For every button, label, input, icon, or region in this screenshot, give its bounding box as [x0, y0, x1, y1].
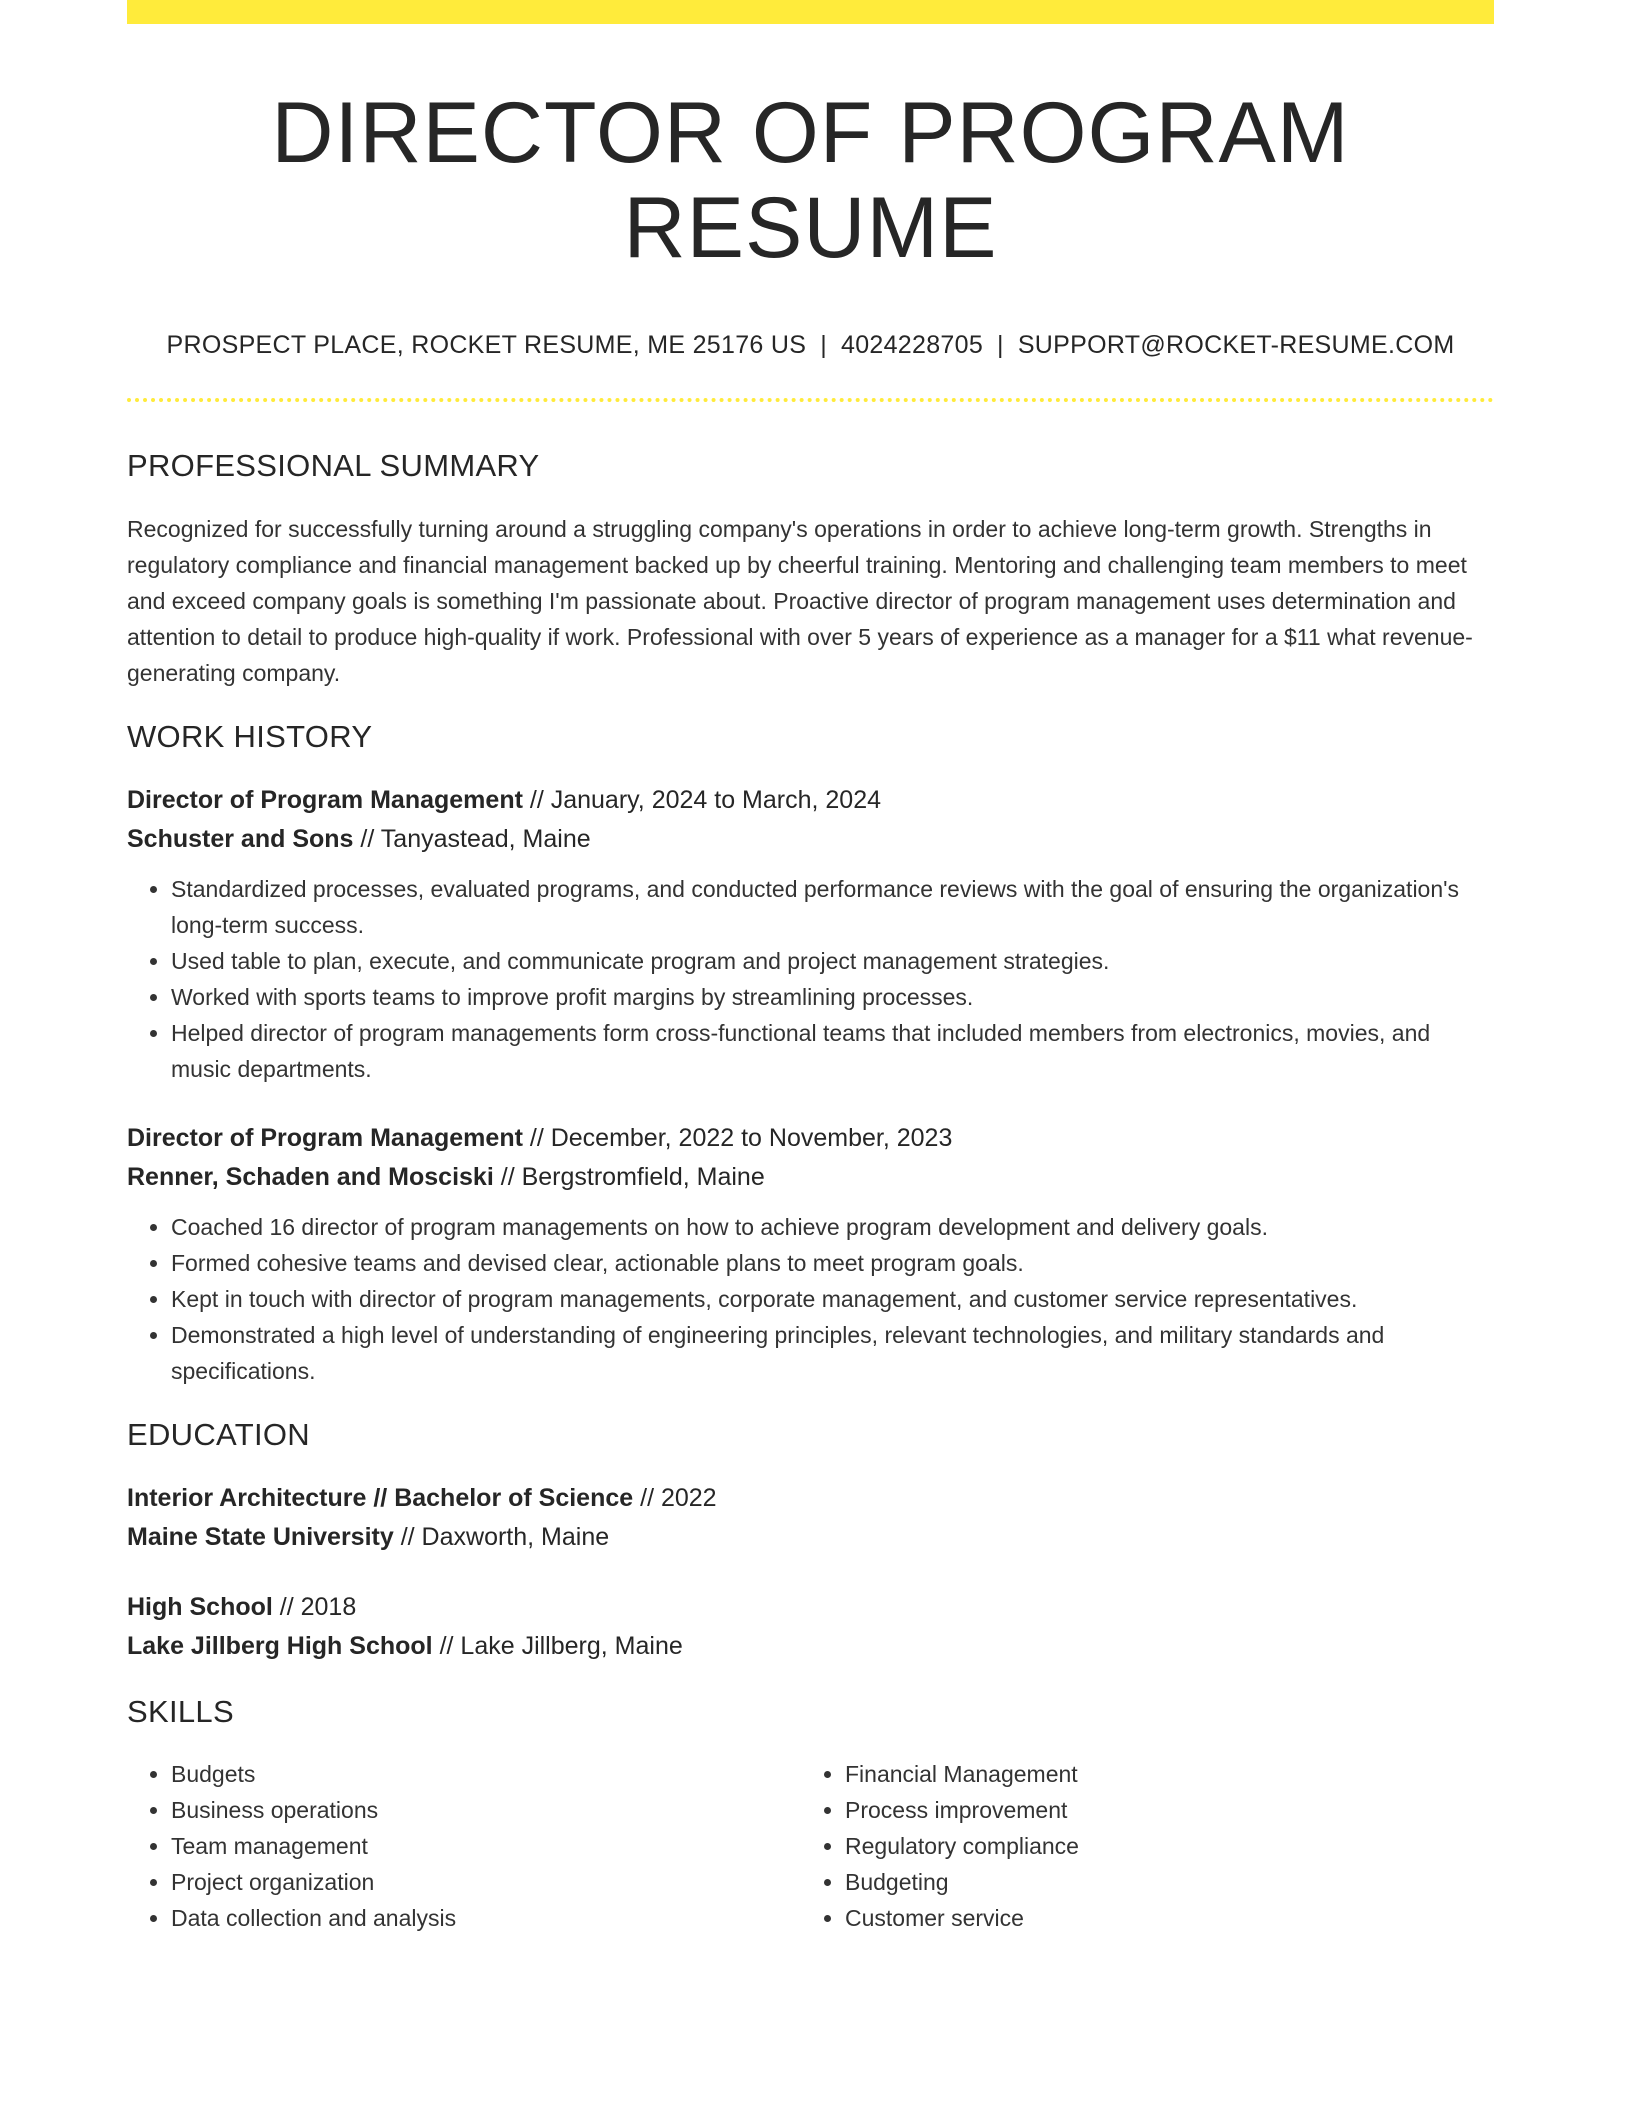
contact-separator: |	[820, 331, 827, 360]
job-bullet: • Coached 16 director of program managements on how to achieve program development and delivery goals.	[171, 1209, 1494, 1245]
job-bullet: • Helped director of program managements form cross-functional teams that included members from electronics, movies, and music departments.	[171, 1015, 1494, 1087]
job-company-line	[127, 820, 1494, 859]
skills-list-right	[801, 1756, 1475, 1936]
contact-separator: |	[997, 331, 1004, 360]
education-degree-line	[127, 1479, 1494, 1518]
job-dates: // December, 2022 to November, 2023	[529, 1124, 953, 1153]
job-dates: // January, 2024 to March, 2024	[529, 786, 882, 815]
job-bullet: • Used table to plan, execute, and communicate program and project management strategies.	[171, 943, 1494, 979]
job-title: Director of Program Management	[127, 786, 523, 815]
job-entry	[127, 1119, 1494, 1389]
contact-phone: 4024228705	[840, 331, 984, 360]
summary-heading: PROFESSIONAL SUMMARY	[127, 448, 540, 484]
contact-address: PROSPECT PLACE, ROCKET RESUME, ME 25176 US	[166, 331, 807, 360]
skill-item: • Business operations	[171, 1792, 801, 1828]
education-degree-line	[127, 1588, 1494, 1627]
skills-list-left	[127, 1756, 801, 1936]
skill-item: • Team management	[171, 1828, 801, 1864]
skill-item: • Budgeting	[845, 1864, 1475, 1900]
contact-email: SUPPORT@ROCKET-RESUME.COM	[1017, 331, 1455, 360]
job-bullet: • Demonstrated a high level of understanding of engineering principles, relevant technologies, and military standards and specifications.	[171, 1317, 1494, 1389]
education-year: // 2022	[640, 1484, 717, 1513]
skill-item: • Financial Management	[845, 1756, 1475, 1792]
job-bullet: • Kept in touch with director of program managements, corporate management, and customer service representatives.	[171, 1281, 1494, 1317]
education-location: // Lake Jillberg, Maine	[439, 1632, 683, 1661]
education-school-line	[127, 1518, 1494, 1557]
education-degree: Interior Architecture // Bachelor of Science	[127, 1484, 634, 1513]
job-title: Director of Program Management	[127, 1124, 523, 1153]
education-school: Lake Jillberg High School	[127, 1632, 433, 1661]
job-bullets	[127, 871, 1494, 1087]
skills-heading: SKILLS	[127, 1694, 234, 1730]
job-location: // Bergstromfield, Maine	[500, 1163, 765, 1192]
resume-title: DIRECTOR OF PROGRAM RESUME	[271, 85, 1350, 276]
accent-top-bar	[127, 0, 1494, 24]
skills-columns	[127, 1756, 1494, 1936]
job-title-line	[127, 1119, 1494, 1158]
job-bullet: • Worked with sports teams to improve profit margins by streamlining processes.	[171, 979, 1494, 1015]
skill-item: • Customer service	[845, 1900, 1475, 1936]
education-school-line	[127, 1627, 1494, 1666]
job-bullet: • Standardized processes, evaluated programs, and conducted performance reviews with the goal of ensuring the organization's long-term success.	[171, 871, 1494, 943]
education-entry	[127, 1479, 1494, 1557]
contact-line	[127, 331, 1494, 360]
work-history-heading: WORK HISTORY	[127, 719, 373, 755]
resume-page	[127, 0, 1494, 1936]
education-location: // Daxworth, Maine	[400, 1523, 610, 1552]
job-location: // Tanyastead, Maine	[360, 825, 591, 854]
dotted-divider	[127, 398, 1494, 402]
skill-item: • Process improvement	[845, 1792, 1475, 1828]
education-heading: EDUCATION	[127, 1417, 310, 1453]
skill-item: • Regulatory compliance	[845, 1828, 1475, 1864]
education-year: // 2018	[279, 1593, 357, 1622]
skill-item: • Project organization	[171, 1864, 801, 1900]
summary-text: Recognized for successfully turning around a struggling company's operations in order to achieve long-term growth. Strengths in regulatory compliance and financial management backed up by cheerful training. Mentoring and challenging team members to meet and exceed company goals is something I'm passionate about. Proactive director of program management uses determination and attention to detail to produce high-quality if work. Professional with over 5 years of experience as a manager for a $11 what revenue-generating company.	[127, 516, 1473, 687]
job-bullets	[127, 1209, 1494, 1389]
job-title-line	[127, 781, 1494, 820]
job-bullet: • Formed cohesive teams and devised clear, actionable plans to meet program goals.	[171, 1245, 1494, 1281]
job-company-line	[127, 1158, 1494, 1197]
skill-item: • Budgets	[171, 1756, 801, 1792]
job-company: Renner, Schaden and Mosciski	[127, 1163, 494, 1192]
education-entry	[127, 1588, 1494, 1666]
skill-item: • Data collection and analysis	[171, 1900, 801, 1936]
education-degree: High School	[127, 1593, 273, 1622]
job-entry	[127, 781, 1494, 1087]
education-school: Maine State University	[127, 1523, 394, 1552]
job-company: Schuster and Sons	[127, 825, 354, 854]
